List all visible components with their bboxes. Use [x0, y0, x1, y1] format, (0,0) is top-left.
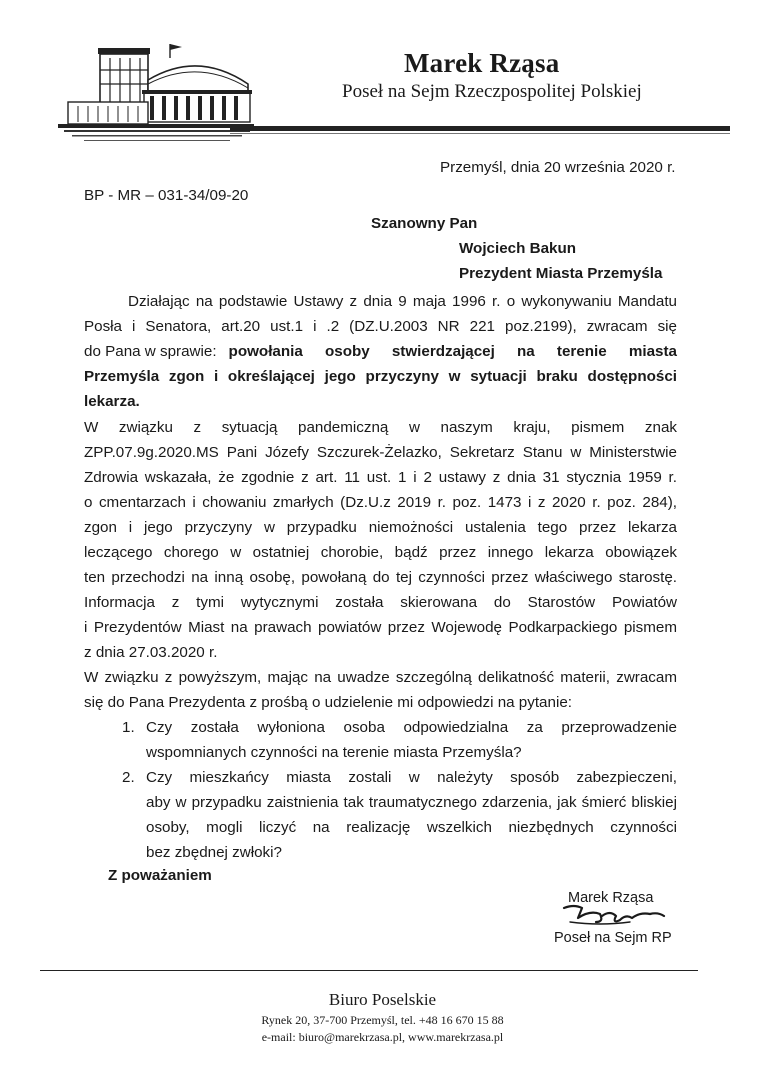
question-2-line-2: aby w przypadku zaistnienia tak traumatycznego zdarzenia, jak śmierć bliskiej	[146, 794, 677, 811]
intro-line-4: Przemyśla zgon i określającej jego przyczyny w sytuacji braku dostępności	[84, 368, 677, 385]
intro-line-1: Działając na podstawie Ustawy z dnia 9 maja 1996 r. o wykonywaniu Mandatu	[128, 293, 677, 310]
intro-line-3	[84, 342, 677, 362]
para2-line-8: Informacja z tymi wytycznymi została skierowana do Starostów Powiatów	[84, 594, 677, 611]
signature-name: Marek Rząsa	[568, 890, 654, 906]
addressee-position: Prezydent Miasta Przemyśla	[459, 265, 663, 282]
question-2-number: 2.	[122, 769, 135, 786]
addressee-name: Wojciech Bakun	[459, 240, 577, 257]
question-1-line-2: wspomnianych czynności na terenie miasta Przemyśla?	[146, 744, 522, 761]
header-divider-thin	[230, 133, 730, 134]
question-1-number: 1.	[122, 719, 135, 736]
para2-line-9: i Prezydentów Miast na prawach powiatów przez Wojewodę Podkarpackiego pismem	[84, 619, 677, 636]
para2-line-7: ten przechodzi na inną osobę, powołaną do tej czynności przez właściwego starostę.	[84, 569, 677, 586]
para2-line-4: o cmentarzach i chowaniu zmarłych (Dz.U.z 2019 r. poz. 1473 i z 2020 r. poz. 284),	[84, 494, 677, 511]
author-name: Marek Rząsa	[404, 48, 560, 78]
question-2-line-4: bez zbędnej zwłoki?	[146, 844, 282, 861]
header-divider	[230, 126, 730, 131]
intro-line-3-normal: do Pana w sprawie:	[84, 343, 217, 360]
signature-role: Poseł na Sejm RP	[554, 930, 672, 946]
office-title: Biuro Poselskie	[328, 990, 437, 1009]
intro-line-3-bold: powołania osoby stwierdzającej na terenie miasta	[228, 343, 677, 360]
addressee-salutation: Szanowny Pan	[371, 215, 478, 232]
office-contact: e-mail: biuro@marekrzasa.pl, www.marekrzasa.pl	[261, 1030, 504, 1044]
handwritten-signature	[560, 900, 668, 928]
para2-line-1: W związku z sytuacją pandemiczną w naszym kraju, pismem znak	[84, 419, 677, 436]
question-2-line-1: Czy mieszkańcy miasta zostali w należyty sposób zabezpieczeni,	[146, 769, 677, 786]
reference-number: BP - MR – 031-34/09-20	[84, 187, 249, 204]
para2-line-10: z dnia 27.03.2020 r.	[84, 644, 218, 661]
para2-line-5: zgon i jego przyczyny w przypadku niemożności ustalenia tego przez lekarza	[84, 519, 677, 536]
author-title: Poseł na Sejm Rzeczpospolitej Polskiej	[342, 81, 642, 102]
para2-line-6: leczącego chorego w ostatniej chorobie, bądź przez innego lekarza obowiązek	[84, 544, 677, 561]
sejm-building-logo	[58, 40, 254, 148]
para2-line-2: ZPP.07.9g.2020.MS Pani Józefy Szczurek-Żelazko, Sekretarz Stanu w Ministerstwie	[84, 444, 677, 461]
place-date: Przemyśl, dnia 20 września 2020 r.	[440, 159, 676, 176]
footer-divider	[40, 970, 698, 971]
closing: Z poważaniem	[108, 867, 212, 884]
intro-line-5: lekarza.	[84, 393, 140, 410]
para2-line-3: Zdrowia wskazała, że zgodnie z art. 11 ust. 1 i 2 ustawy z dnia 31 stycznia 1959 r.	[84, 469, 677, 486]
para3-line-1: W związku z powyższym, mając na uwadze szczególną delikatność materii, zwracam	[84, 669, 677, 686]
intro-line-2: Posła i Senatora, art.20 ust.1 i .2 (DZ.U.2003 NR 221 poz.2199), zwracam się	[84, 318, 677, 335]
question-2-line-3: osoby, mogli liczyć na realizację wszelkich niezbędnych czynności	[146, 819, 677, 836]
office-address: Rynek 20, 37-700 Przemyśl, tel. +48 16 670 15 88	[261, 1013, 504, 1027]
para3-line-2: się do Pana Prezydenta z prośbą o udzielenie mi odpowiedzi na pytanie:	[84, 694, 572, 711]
question-1-line-1: Czy została wyłoniona osoba odpowiedzialna za przeprowadzenie	[146, 719, 677, 736]
